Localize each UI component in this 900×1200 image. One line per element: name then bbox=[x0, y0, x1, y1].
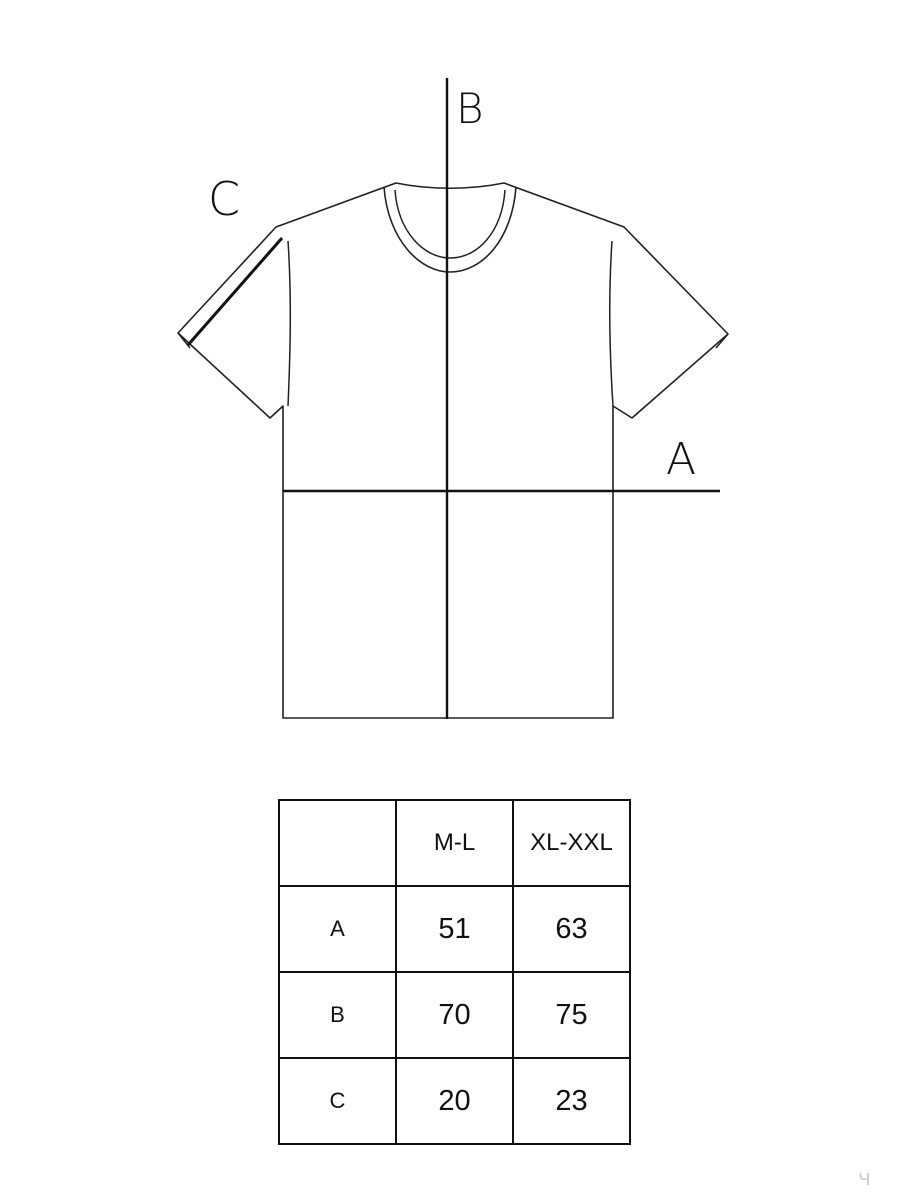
table-header-row bbox=[279, 800, 630, 886]
row-label: C bbox=[279, 1058, 396, 1144]
label-c: C bbox=[208, 172, 241, 226]
label-a: A bbox=[666, 434, 697, 485]
table-header-cell: M-L bbox=[396, 800, 513, 886]
table-cell: 51 bbox=[396, 886, 513, 972]
table-cell: 23 bbox=[513, 1058, 630, 1144]
right-sleeve-hem bbox=[716, 334, 728, 348]
table-row bbox=[279, 886, 630, 972]
table-header-cell: XL-XXL bbox=[513, 800, 630, 886]
measure-line-c bbox=[188, 238, 282, 345]
label-b: B bbox=[456, 84, 484, 133]
watermark-glyph: ч bbox=[858, 1166, 871, 1191]
table-header-cell bbox=[279, 800, 396, 886]
table-row bbox=[279, 1058, 630, 1144]
left-sleeve-hem bbox=[178, 333, 190, 348]
size-table bbox=[278, 799, 631, 1145]
table-cell: 63 bbox=[513, 886, 630, 972]
neckline-inner bbox=[395, 190, 505, 258]
row-label: B bbox=[279, 972, 396, 1058]
table-cell: 70 bbox=[396, 972, 513, 1058]
table-cell: 20 bbox=[396, 1058, 513, 1144]
table-row bbox=[279, 972, 630, 1058]
row-label: A bbox=[279, 886, 396, 972]
right-sleeve-seam bbox=[610, 241, 613, 406]
table-cell: 75 bbox=[513, 972, 630, 1058]
neckline-outer bbox=[384, 187, 516, 272]
left-sleeve-seam bbox=[288, 241, 290, 406]
